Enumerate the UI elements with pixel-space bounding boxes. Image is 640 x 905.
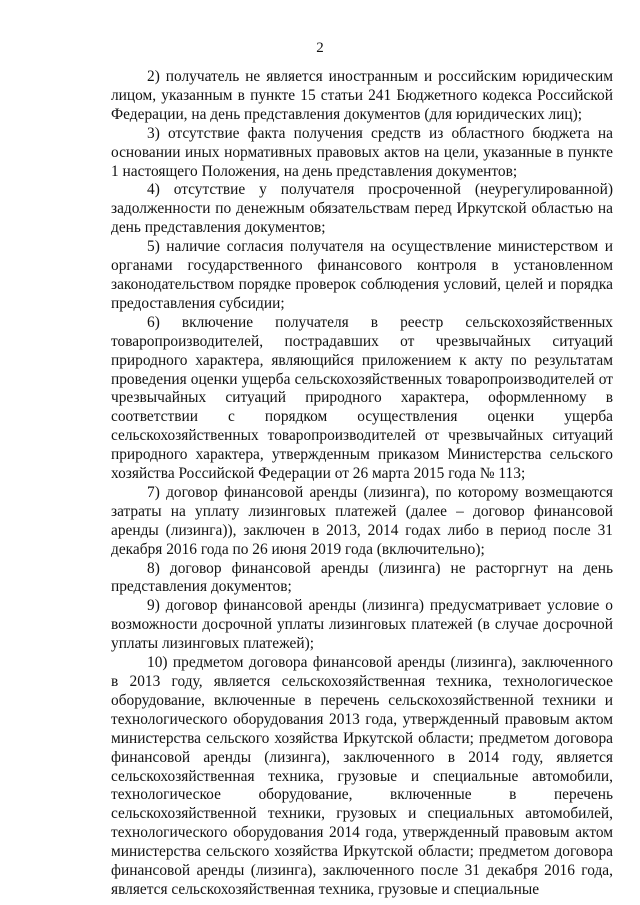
paragraph-item-3: 3) отсутствие факта получения средств из областного бюджета на основании иных нормативных правовых актов на цели, указанные в пункте 1 настоящего Положения, на день представления документов; <box>111 124 613 180</box>
paragraph-item-7: 7) договор финансовой аренды (лизинга), по которому возмещаются затраты на уплату лизинговых платежей (далее – договор финансовой аренды (лизинга)), заключен в 2013, 2014 годах либо в период после 31 декабря 2016 года по 26 июня 2019 года (включительно); <box>111 483 613 558</box>
paragraph-item-2: 2) получатель не является иностранным и российским юридическим лицом, указанным в пункте 15 статьи 241 Бюджетного кодекса Российской Федерации, на день представления документов (для юридических лиц); <box>111 68 613 123</box>
paragraph-item-6: 6) включение получателя в реестр сельскохозяйственных товаропроизводителей, пострадавших от чрезвычайных ситуаций природного характера, являющийся приложением к акту по результатам проведения оценки ущерба сельскохозяйственных товаропроизводителей от чрезвычайных ситуаций природного характера, оформленному в соответствии с порядком осуществления оценки ущерба сельскохозяйственных товаропроизводителей от чрезвычайных ситуаций природного характера, утвержденным приказом Министерства сельского хозяйства Российской Федерации от 26 марта 2015 года № 113; <box>111 313 613 483</box>
document-body <box>111 68 613 900</box>
paragraph-item-9: 9) договор финансовой аренды (лизинга) предусматривает условие о возможности досрочной уплаты лизинговых платежей (в случае досрочной уплаты лизинговых платежей); <box>111 597 613 653</box>
paragraph-item-4: 4) отсутствие у получателя просроченной (неурегулированной) задолженности по денежным обязательствам перед Иркутской областью на день представления документов; <box>111 181 613 237</box>
page-number: 2 <box>316 40 324 56</box>
paragraph-item-8: 8) договор финансовой аренды (лизинга) не расторгнут на день представления документов; <box>111 559 613 596</box>
paragraph-item-5: 5) наличие согласия получателя на осуществление министерством и органами государственного финансового контроля в установленном законодательством порядке проверок соблюдения условий, целей и порядка предоставления субсидии; <box>111 238 613 312</box>
paragraph-item-10: 10) предметом договора финансовой аренды (лизинга), заключенного в 2013 году, является сельскохозяйственная техника, технологическое оборудование, включенные в перечень сельскохозяйственной техники и технологического оборудования 2013 года, утвержденный правовым актом министерства сельского хозяйства Иркутской области; предметом договора финансовой аренды (лизинга), заключенного в 2014 году, является сельскохозяйственная техника, грузовые и специальные автомобили, технологическое оборудование, включенные в перечень сельскохозяйственной техники, грузовых и специальных автомобилей, технологического оборудования 2014 года, утвержденный правовым актом министерства сельского хозяйства Иркутской области; предметом договора финансовой аренды (лизинга), заключенного после 31 декабря 2016 года, является сельскохозяйственная техника, грузовые и специальные <box>111 654 613 898</box>
